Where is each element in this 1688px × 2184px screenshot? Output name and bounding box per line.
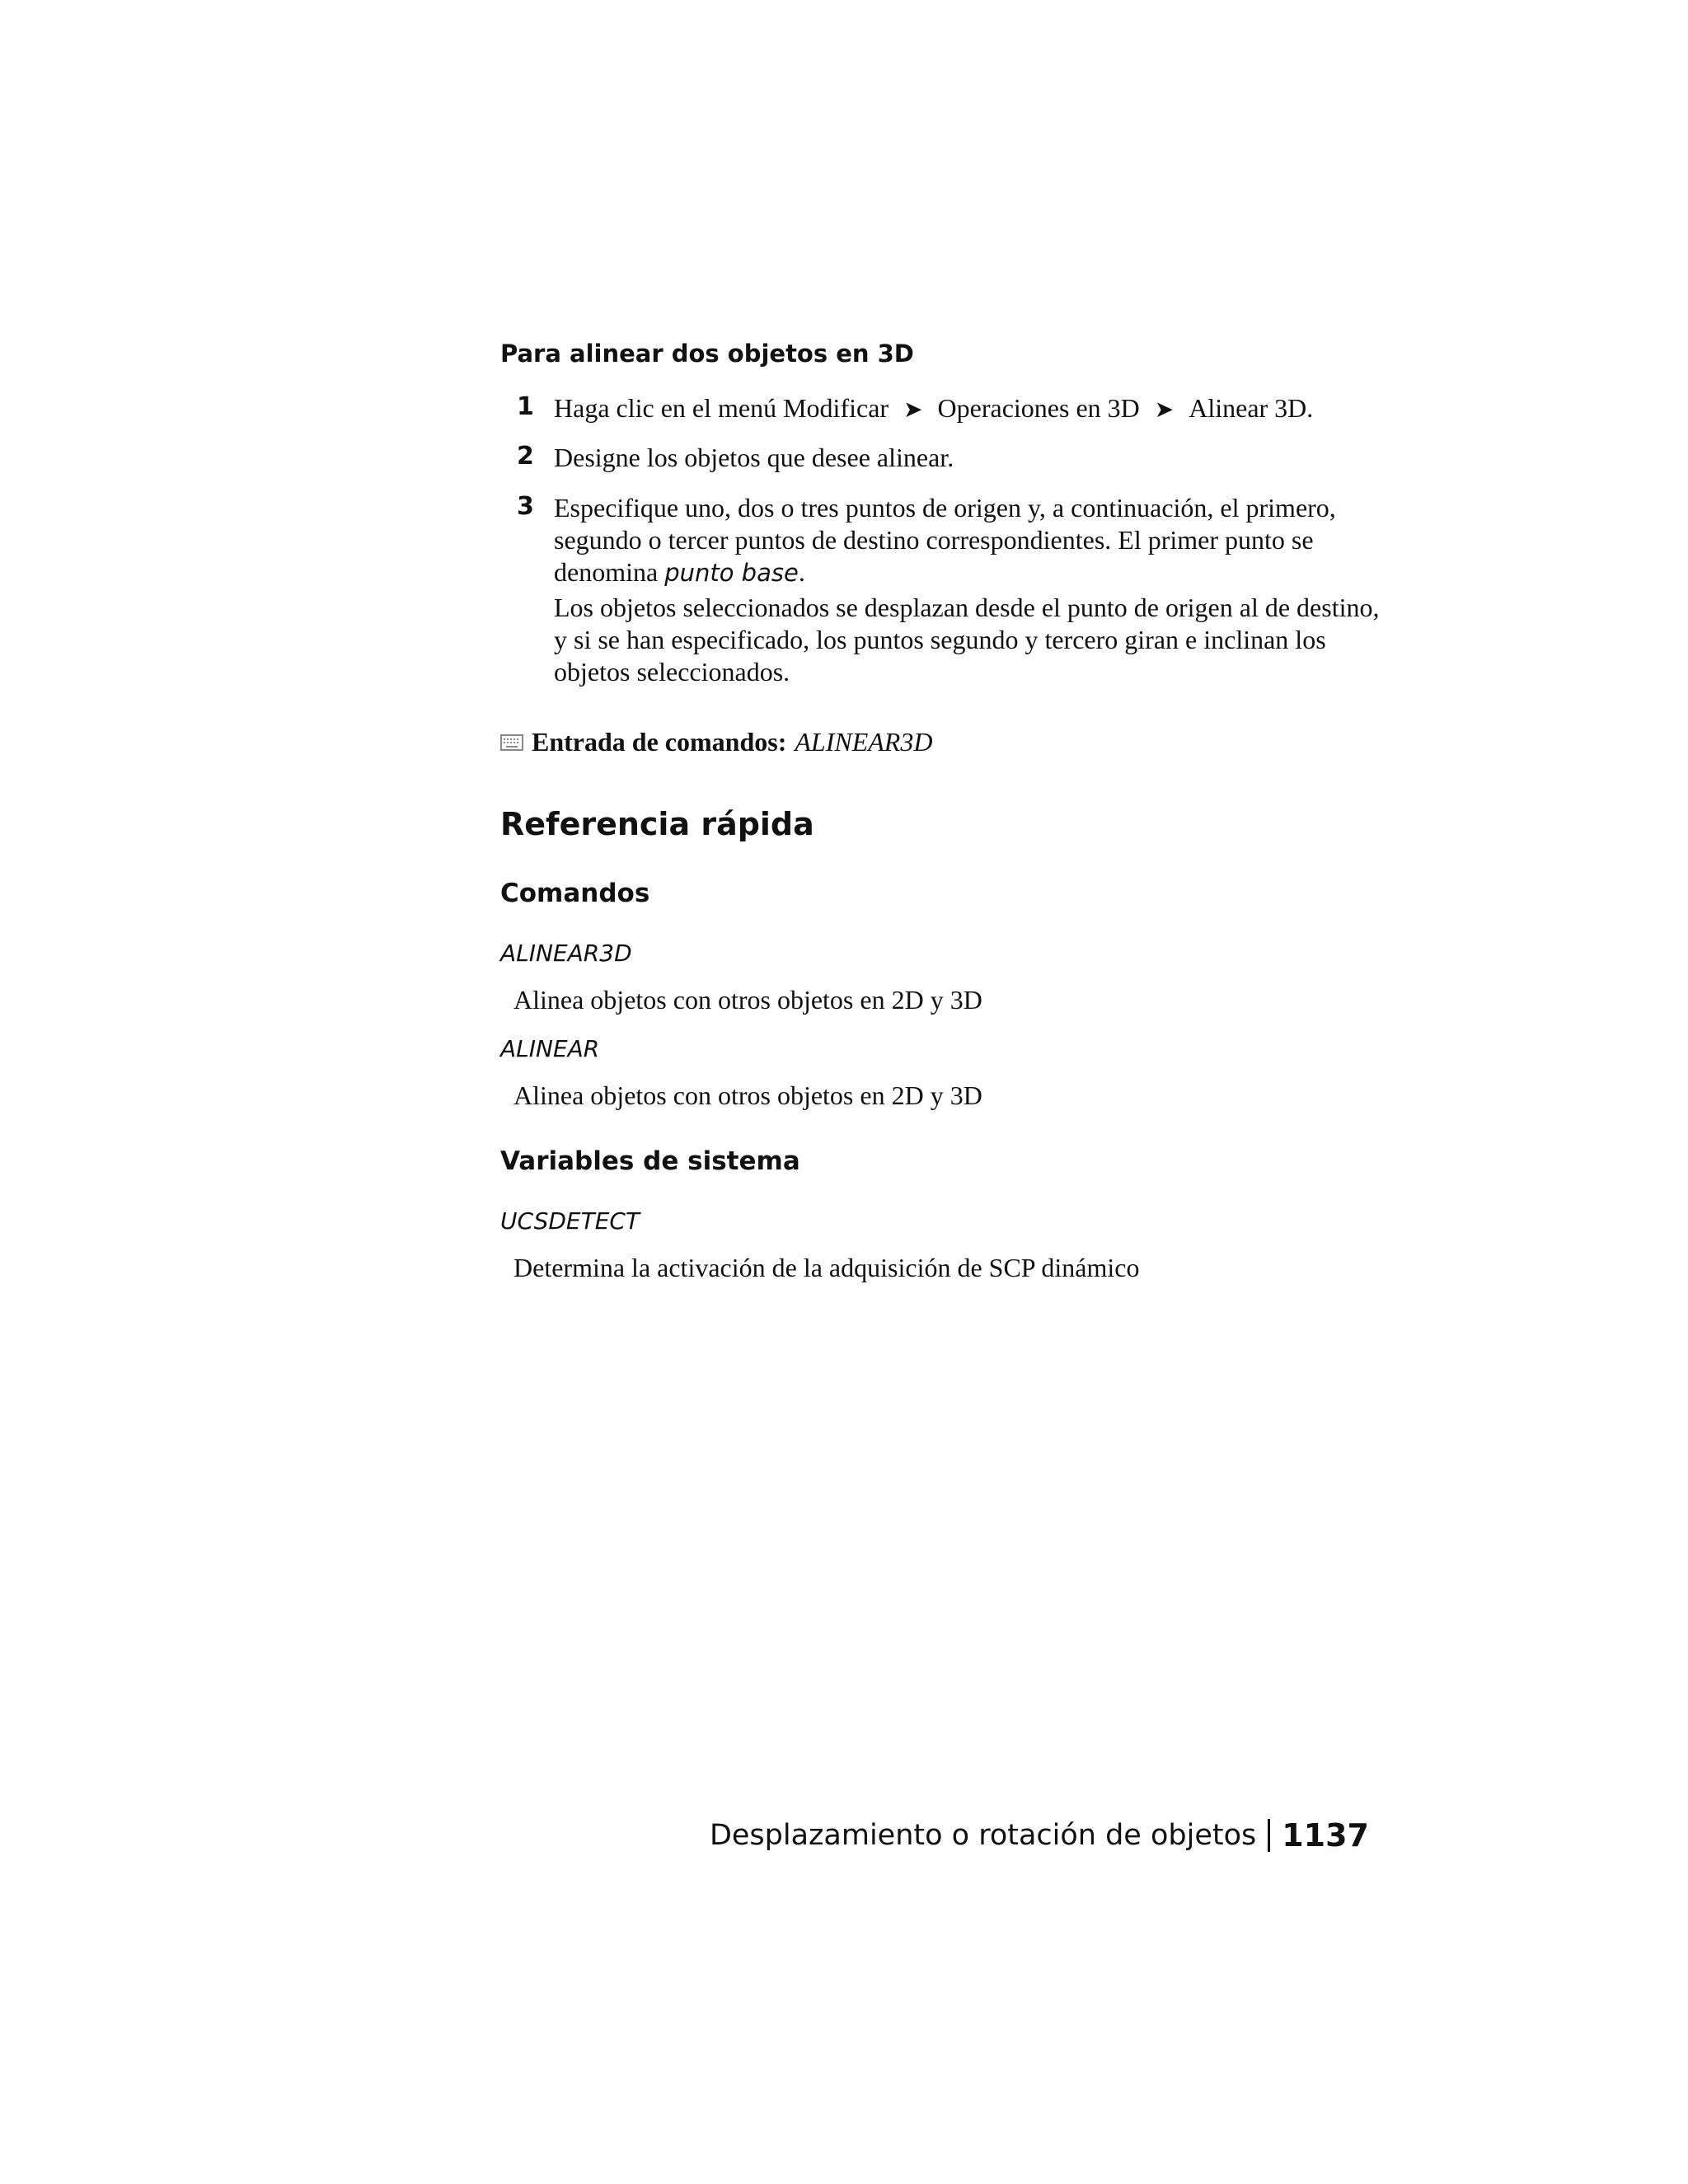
page-footer — [710, 1817, 1369, 1854]
commands-heading: Comandos — [500, 879, 650, 908]
emphasis-term: punto base — [664, 559, 799, 587]
quick-reference-title: Referencia rápida — [500, 806, 814, 842]
step-number: 3 — [517, 492, 534, 521]
command-entry — [500, 727, 932, 757]
menu-path-end: Alinear 3D. — [1189, 393, 1314, 423]
step-number: 1 — [517, 392, 534, 421]
step-text-main: Especifique uno, dos o tres puntos de origen y, a continuación, el primero, segundo o tercer puntos de destino correspondientes. El primer punto se denomina — [554, 493, 1336, 587]
command-description: Alinea objetos con otros objetos en 2D y 3D — [513, 985, 982, 1015]
page-number: 1137 — [1282, 1817, 1369, 1854]
command-description: Alinea objetos con otros objetos en 2D y 3D — [513, 1080, 982, 1110]
menu-path-start: Haga clic en el menú Modificar — [554, 393, 889, 423]
footer-section-title: Desplazamiento o rotación de objetos — [709, 1819, 1257, 1852]
arrow-icon: ➤ — [1154, 397, 1175, 423]
arrow-icon: ➤ — [903, 397, 923, 423]
footer-divider — [1268, 1819, 1270, 1852]
step-text — [554, 492, 1382, 589]
keyboard-icon — [500, 733, 523, 752]
step-text: Designe los objetos que desee alinear. — [554, 443, 954, 472]
command-entry-value: ALINEAR3D — [795, 727, 933, 757]
step-text — [554, 392, 1382, 426]
command-name: ALINEAR3D — [500, 940, 632, 967]
variable-name: UCSDETECT — [500, 1207, 640, 1235]
step-number: 2 — [517, 442, 534, 471]
step-text-tail: . — [798, 557, 805, 587]
command-name: ALINEAR — [500, 1035, 600, 1062]
command-entry-label: Entrada de comandos: — [532, 727, 787, 757]
step-3-note: Los objetos seleccionados se desplazan desde el punto de origen al de destino, y si se han especificado, los puntos segundo y tercero giran e inclinan los objetos seleccionados. — [554, 593, 1380, 687]
procedure-title: Para alinear dos objetos en 3D — [500, 340, 914, 368]
menu-path-middle: Operaciones en 3D — [937, 393, 1140, 423]
variable-description: Determina la activación de la adquisición de SCP dinámico — [513, 1253, 1140, 1282]
variables-heading: Variables de sistema — [500, 1146, 800, 1176]
